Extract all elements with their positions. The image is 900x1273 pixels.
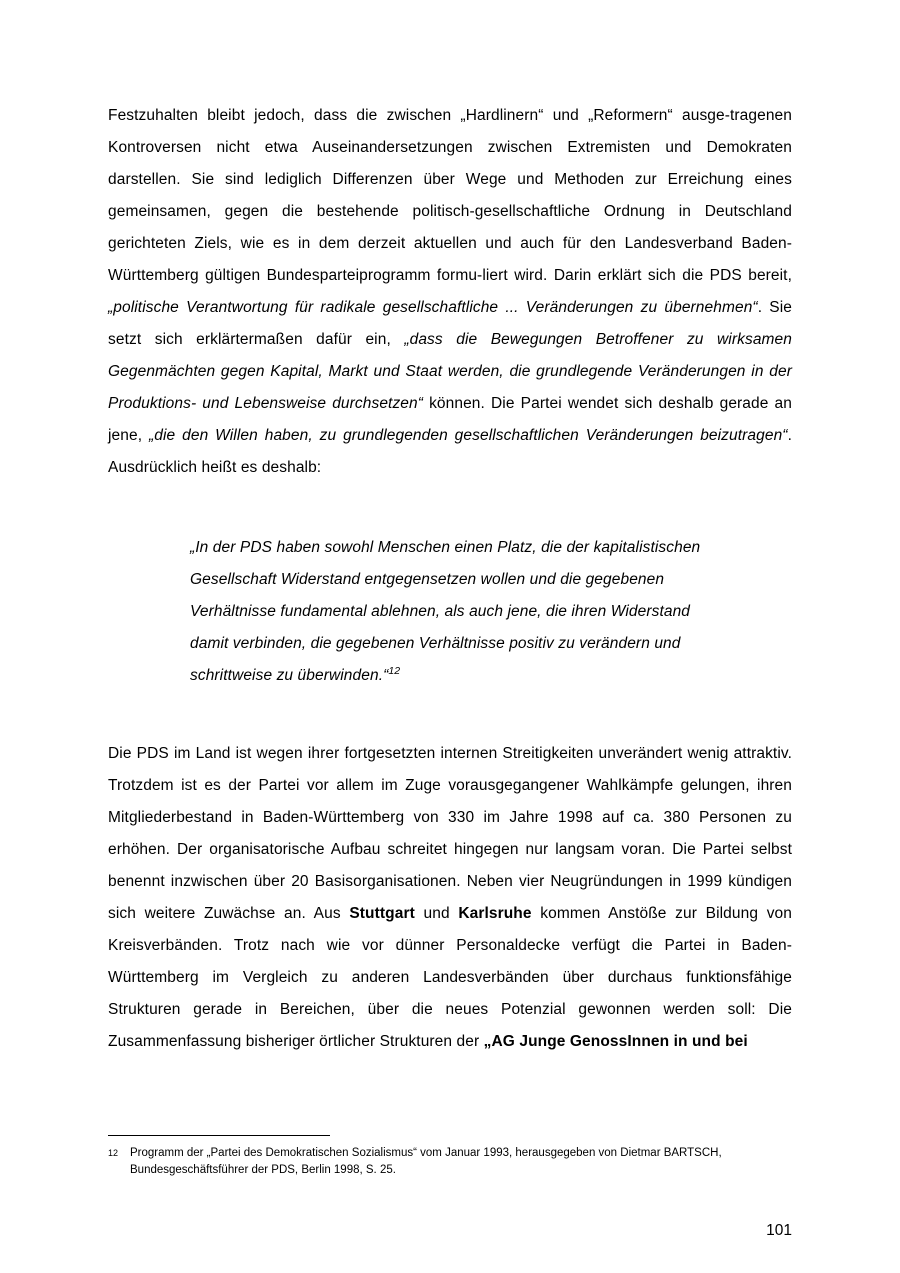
- paragraph-intro-run-1: Festzuhalten bleibt jedoch, dass die zwischen „Hardlinern“ und „Reformern“ ausge-tragenen Kontroversen nicht etwa Auseinandersetzungen zwischen Extremisten und Demokraten darstellen. Sie sind lediglich Differenzen über Wege und Methoden zur Erreichung eines gemeinsamen, gegen die bestehende politisch-gesellschaftliche Ordnung in Deutschland gerichteten Ziels, wie es in dem derzeit aktuellen und auch für den Landesverband Baden-Württemberg gültigen Bundesparteiprogramm formu-liert wird. Darin erklärt sich die PDS bereit,: [108, 107, 792, 284]
- paragraph-intro: [108, 100, 792, 484]
- quote-inline-3: „die den Willen haben, zu grundlegenden gesellschaftlichen Veränderungen beizutragen“: [149, 427, 788, 444]
- footnote-entry: [108, 1145, 792, 1178]
- paragraph-after-quote-run-3: kommen Anstöße zur Bildung von Kreisverbänden. Trotz nach wie vor dünner Personaldecke verfügt die Partei in Baden-Württemberg im Vergleich zu anderen Landesverbänden über durchaus funktionsfähige Strukturen gerade in Bereichen, über die neues Potenzial gewonnen werden soll: Die Zusammenfassung bisheriger örtlicher Strukturen der: [108, 905, 793, 1050]
- block-quote-text: „In der PDS haben sowohl Menschen einen Platz, die der kapitalistischen Gesellschaft Widerstand entgegensetzen wollen und die gegebenen Verhältnisse fundamental ablehnen, als auch jene, die ihren Widerstand damit verbinden, die gegebenen Verhältnisse positiv zu verändern und schrittweise zu überwinden.“: [190, 539, 701, 684]
- paragraph-intro-run-4: . Ausdrücklich heißt es deshalb:: [108, 427, 792, 476]
- spacer: [108, 722, 792, 738]
- block-quote: [108, 532, 792, 692]
- page-number: 101: [766, 1222, 792, 1239]
- paragraph-after-quote-run-2: und: [414, 905, 459, 922]
- footnote-reference[interactable]: 12: [388, 664, 401, 677]
- footnote-area: [108, 1135, 792, 1178]
- footnote-number: 12: [108, 1148, 119, 1158]
- quote-inline-1: „politische Verantwortung für radikale gesellschaftliche ... Veränderungen zu übernehmen“: [108, 299, 758, 316]
- paragraph-intro-run-3: können. Die Partei wendet sich deshalb gerade an jene,: [108, 395, 792, 444]
- footnote-separator: [108, 1135, 330, 1136]
- page-body: [108, 100, 792, 1058]
- paragraph-after-quote-run-1: Die PDS im Land ist wegen ihrer fortgesetzten internen Streitigkeiten unverändert wenig attraktiv. Trotzdem ist es der Partei vor allem im Zuge vorausgegangener Wahlkämpfe gelungen, ihren Mitgliederbestand in Baden-Württemberg von 330 im Jahre 1998 auf ca. 380 Personen zu erhöhen. Der organisatorische Aufbau schreitet hingegen nur langsam voran. Die Partei selbst benennt inzwischen über 20 Basisorganisationen. Neben vier Neugründungen in 1999 kündigen sich weitere Zuwächse an. Aus: [108, 745, 792, 922]
- bold-ag-junge-genossinnen: „AG Junge GenossInnen in und bei: [483, 1033, 748, 1050]
- bold-karlsruhe: Karlsruhe: [458, 905, 532, 922]
- footnote-text: Programm der „Partei des Demokratischen Sozialismus“ vom Januar 1993, herausgegeben von Dietmar BARTSCH, Bundesgeschäftsführer der PDS, Berlin 1998, S. 25.: [130, 1147, 722, 1176]
- paragraph-after-quote: [108, 738, 792, 1058]
- spacer: [108, 484, 792, 502]
- paragraph-intro-run-2: . Sie setzt sich erklärtermaßen dafür ein,: [108, 299, 793, 348]
- quote-inline-2: „dass die Bewegungen Betroffener zu wirksamen Gegenmächten gegen Kapital, Markt und Staat werden, die grundlegende Veränderungen in der Produktions- und Lebensweise durchsetzen“: [108, 331, 792, 412]
- bold-stuttgart: Stuttgart: [349, 905, 415, 922]
